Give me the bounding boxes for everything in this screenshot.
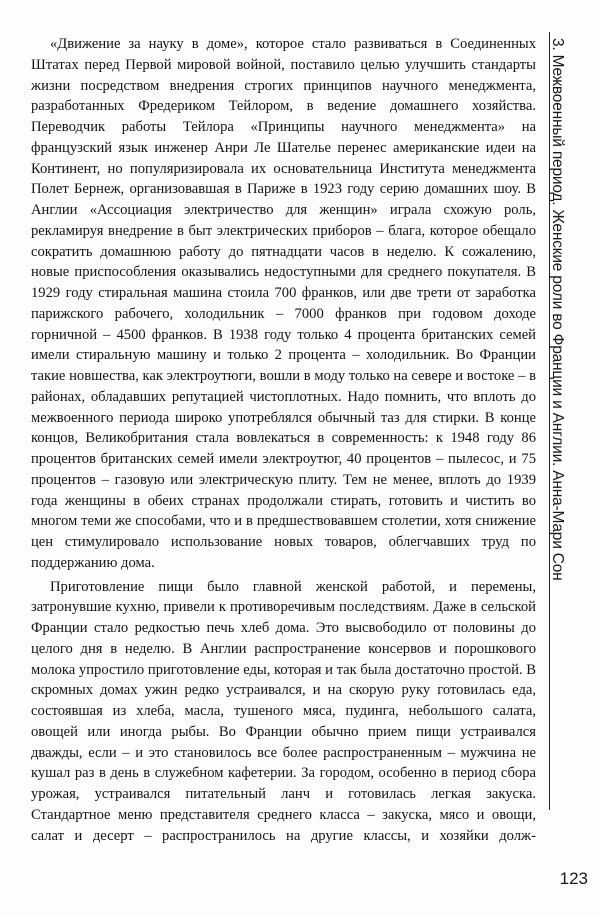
running-head: 3. Межвоенный период. Женские роли во Франции и Англии. Анна-Мари Сон [549,38,566,581]
paragraph-household-science: «Движение за науку в доме», которое стало развиваться в Соединенных Штатах перед Первой мировой войной, поставило целью улучшить стандарты жизни посредством внедрения строгих принципов научного менеджмента, разработанных Фредериком Тейлором, в ведение домашнего хозяйства. Переводчик работы Тейлора «Принципы научного менеджмента» на французский язык инженер Анри Ле Шателье перенес американские идеи на Континент, но популяризировала их основательница Института менеджмента Полет Бернеж, организовавшая в Париже в 1923 году серию домашних шоу. В Англии «Ассоциация электричество для женщин» играла схожую роль, рекламируя внедрение в быт электрических приборов – блага, которое обещало сократить домашнюю работу до пятнадцати часов в неделю. К сожалению, новые приспособления оказывались недоступными для среднего покупателя. В 1929 году стиральная машина стоила 700 франков, или две трети от заработка парижского рабочего, холодильник – 7000 франков при годовом доходе горничной – 4500 франков. В 1938 году только 4 процента британских семей имели стиральную машину и только 2 процента – холодильник. Во Франции такие новшества, как электроутюги, вошли в моду только на севере и востоке – в районах, обладавших репутацией чистоплотных. Надо помнить, что вплоть до межвоенного периода широко употреблялся обычный таз для стирки. В конце концов, Великобритания стала вовлекаться в современность: к 1948 году 86 процентов британских семей имели электроутюг, 40 процентов – пылесос, и 75 процентов – газовую или электрическую плиту. Тем не менее, вплоть до 1939 года женщины в обеих странах продолжали стирать, готовить и чистить во многом теми же способами, что и в предшествовавшем столетии, хотя снижение цен стимулировало использование новых товаров, облегчавших труд по поддержанию дома. [31,36,536,571]
paragraph-cooking: Приготовление пищи было главной женской работой, и перемены, затронувшие кухню, привели к противоречивым последствиям. Даже в сельской Франции стало редкостью печь хлеб дома. Это высвободило от половины до целого дня в неделю. В Англии распространение консервов и порошкового молока упростило приготовление еды, которая и так была достаточно простой. В скромных домах ужин редко устраивался, и на скорую руку готовилась еда, состоявшая из хлеба, масла, тушеного мяса, пудинга, небольшого салата, овощей или иногда рыбы. Во Франции обычно прием пищи устраивался дважды, если – и это становилось все более распространенным – мужчина не кушал раз в день в служебном кафетерии. За городом, особенно в период сбора урожая, устраивался питательный ланч и готовилась легкая закуска. Стандартное меню представителя среднего класса – закуска, мясо и овощи, салат и десерт – распространилось на другие классы, и хозяйки долж- [31,578,536,844]
page-number: 123 [559,869,588,888]
body-text [31,34,536,846]
